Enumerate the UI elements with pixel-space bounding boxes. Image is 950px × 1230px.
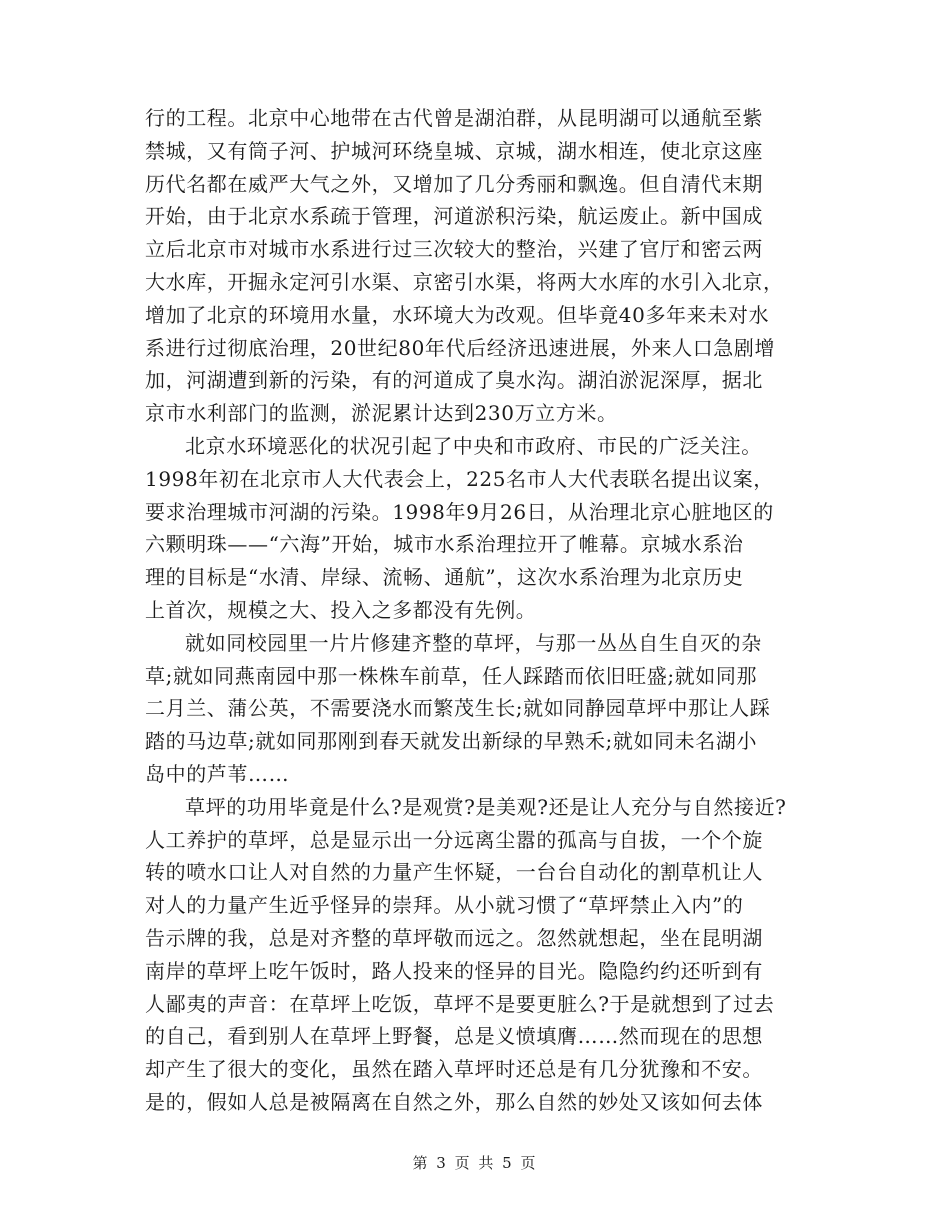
text-line: 行的工程。北京中心地带在古代曾是湖泊群，从昆明湖可以通航至紫 [145, 106, 763, 130]
page-footer: 第 3 页 共 5 页 [412, 1154, 538, 1172]
text-line: 要求治理城市河湖的污染。1998年9月26日，从治理北京心脏地区的 [145, 499, 774, 524]
text-line: 草坪的功用毕竟是什么?是观赏?是美观?还是让人充分与自然接近? [185, 794, 787, 819]
text-line: 上首次，规模之大、投入之多都没有先例。 [145, 597, 537, 622]
text-line: 南岸的草坪上吃午饭时，路人投来的怪异的目光。隐隐约约还听到有 [145, 958, 763, 983]
text-line: 北京水环境恶化的状况引起了中央和市政府、市民的广泛关注。 [185, 433, 762, 458]
text-line: 人工养护的草坪，总是显示出一分远离尘嚣的孤高与自拔，一个个旋 [145, 827, 763, 852]
text-line: 系进行过彻底治理，20世纪80年代后经济迅速进展，外来人口急剧增 [145, 335, 776, 360]
text-line: 就如同校园里一片片修建齐整的草坪，与那一丛丛自生自灭的杂 [185, 630, 762, 655]
text-line: 对人的力量产生近乎怪异的崇拜。从小就习惯了“草坪禁止入内”的 [145, 893, 744, 918]
text-line: 二月兰、蒲公英，不需要浇水而繁茂生长;就如同静园草坪中那让人踩 [145, 696, 771, 721]
text-line: 人鄙夷的声音：在草坪上吃饭，草坪不是要更脏么?于是就想到了过去 [145, 991, 775, 1016]
paragraph [145, 102, 805, 430]
text-line: 立后北京市对城市水系进行过三次较大的整治，兴建了官厅和密云两 [145, 237, 763, 262]
text-line: 京市水利部门的监测，淤泥累计达到230万立方米。 [145, 401, 618, 426]
text-line: 告示牌的我，总是对齐整的草坪敬而远之。忽然就想起，坐在昆明湖 [145, 925, 763, 950]
text-line: 加，河湖遭到新的污染，有的河道成了臭水沟。湖泊淤泥深厚，据北 [145, 368, 763, 393]
text-line: 1998年初在北京市人大代表会上，225名市人大代表联名提出议案， [145, 466, 774, 491]
text-line: 历代名都在威严大气之外，又增加了几分秀丽和飘逸。但自清代末期 [145, 171, 763, 196]
paragraph [145, 791, 805, 1119]
paragraph [145, 627, 805, 791]
text-line: 开始，由于北京水系疏于管理，河道淤积污染，航运废止。新中国成 [145, 204, 763, 229]
text-line: 踏的马边草;就如同那刚到春天就发出新绿的早熟禾;就如同未名湖小 [145, 729, 758, 754]
text-line: 转的喷水口让人对自然的力量产生怀疑，一台台自动化的割草机让人 [145, 860, 763, 885]
text-line: 六颗明珠——“六海”开始，城市水系治理拉开了帷幕。京城水系治 [145, 532, 744, 557]
text-line: 大水库，开掘永定河引水渠、京密引水渠，将两大水库的水引入北京， [145, 269, 784, 294]
paragraph [145, 430, 805, 627]
text-line: 是的，假如人总是被隔离在自然之外，那么自然的妙处又该如何去体 [145, 1089, 763, 1114]
text-line: 的自己，看到别人在草坪上野餐，总是义愤填膺……然而现在的思想 [145, 1024, 763, 1049]
text-line: 禁城，又有筒子河、护城河环绕皇城、京城，湖水相连，使北京这座 [145, 138, 763, 163]
text-line: 增加了北京的环境用水量，水环境大为改观。但毕竟40多年来未对水 [145, 302, 770, 327]
text-line: 岛中的芦苇…… [145, 761, 290, 786]
document-body [145, 102, 805, 1119]
text-line: 理的目标是“水清、岸绿、流畅、通航”，这次水系治理为北京历史 [145, 565, 744, 590]
text-line: 草;就如同燕南园中那一株株车前草，任人踩踏而依旧旺盛;就如同那 [145, 663, 758, 688]
text-line: 却产生了很大的变化，虽然在踏入草坪时还总是有几分犹豫和不安。 [145, 1057, 763, 1082]
